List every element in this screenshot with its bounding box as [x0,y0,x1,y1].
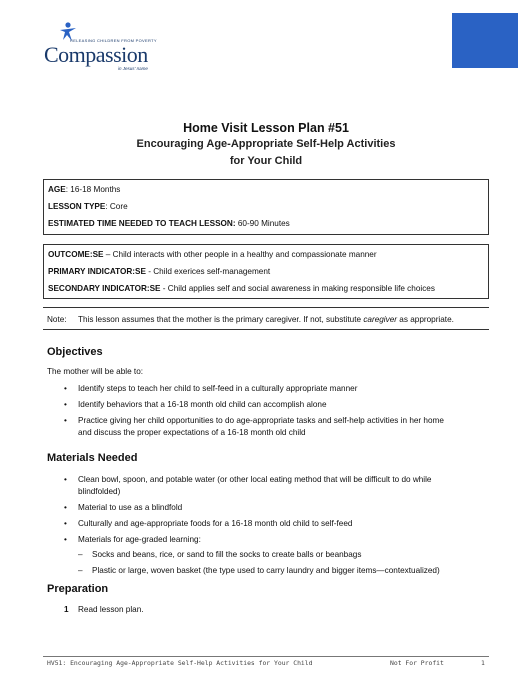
objectives-heading: Objectives [47,346,103,358]
note-text-end: as appropriate. [397,315,454,324]
logo-wordmark: Compassion [44,42,148,67]
footer-not-for-profit: Not For Profit [390,659,444,667]
secondary-indicator-value: - Child applies self and social awareness in making responsible life choices [160,284,435,293]
step-number: 1 [64,605,69,614]
logo-tagline: RELEASING CHILDREN FROM POVERTY [70,38,157,43]
objective-2: Identify behaviors that a 16-18 month old child can accomplish alone [78,400,327,409]
note-text-emphasis: caregiver [363,315,398,324]
outcome-value: – Child interacts with other people in a healthy and compassionate manner [103,250,377,259]
materials-heading: Materials Needed [47,452,138,464]
time-line [48,219,290,228]
lesson-info-box [43,179,489,235]
note-label: Note: [47,315,67,324]
secondary-indicator-label: SECONDARY INDICATOR:SE [48,284,161,293]
material-2: Material to use as a blindfold [78,503,183,512]
age-line [48,185,120,194]
step-text: Read lesson plan. [78,605,144,614]
outcome-line [48,250,377,259]
age-value: : 16-18 Months [65,185,121,194]
material-1-continued: blindfolded) [78,487,121,496]
material-1: Clean bowl, spoon, and potable water (or other local eating method that will be difficult to do while [78,475,432,484]
objectives-intro: The mother will be able to: [47,367,144,376]
note-text [78,315,454,324]
outcome-label: OUTCOME:SE [48,250,104,259]
time-value: 60-90 Minutes [235,219,290,228]
note-text-start: This lesson assumes that the mother is the primary caregiver. If not, substitute [78,315,364,324]
lesson-type-label: LESSON TYPE [48,202,106,211]
material-3: Culturally and age-appropriate foods for a 16-18 month old child to self-feed [78,519,353,528]
primary-indicator-line [48,267,270,276]
objective-3-continued: and discuss the proper expectations of a 16-18 month old child [78,428,306,437]
brand-color-block [452,13,518,68]
page-subtitle-line1: Encouraging Age-Appropriate Self-Help Activities [136,138,396,150]
material-4: Materials for age-graded learning: [78,535,201,544]
outcome-box [43,244,489,299]
material-sub-1: Socks and beans, rice, or sand to fill the socks to create balls or beanbags [92,550,362,559]
page-subtitle-line2: for Your Child [229,155,303,167]
age-label: AGE [48,185,66,194]
compassion-logo [44,22,164,72]
caregiver-note [43,307,489,330]
page-title: Home Visit Lesson Plan #51 [183,121,349,135]
lesson-type-value: : Core [105,202,128,211]
primary-indicator-value: - Child exerices self-management [145,267,271,276]
objective-3: Practice giving her child opportunities to do age-appropriate tasks and self-help activities in her home [78,416,444,425]
footer-title: HV51: Encouraging Age-Appropriate Self-Help Activities for Your Child [47,659,313,667]
time-label: ESTIMATED TIME NEEDED TO TEACH LESSON: [48,219,236,228]
objective-1: Identify steps to teach her child to self-feed in a culturally appropriate manner [78,384,358,393]
logo-subline: in Jesus' name [118,66,148,71]
preparation-heading: Preparation [47,583,109,595]
footer-page-number: 1 [481,659,485,667]
lesson-type-line [48,202,128,211]
material-sub-2: Plastic or large, woven basket (the type used to carry laundry and bigger items—contextualized) [92,566,440,575]
secondary-indicator-line [48,284,435,293]
primary-indicator-label: PRIMARY INDICATOR:SE [48,267,146,276]
footer-divider [43,656,489,657]
